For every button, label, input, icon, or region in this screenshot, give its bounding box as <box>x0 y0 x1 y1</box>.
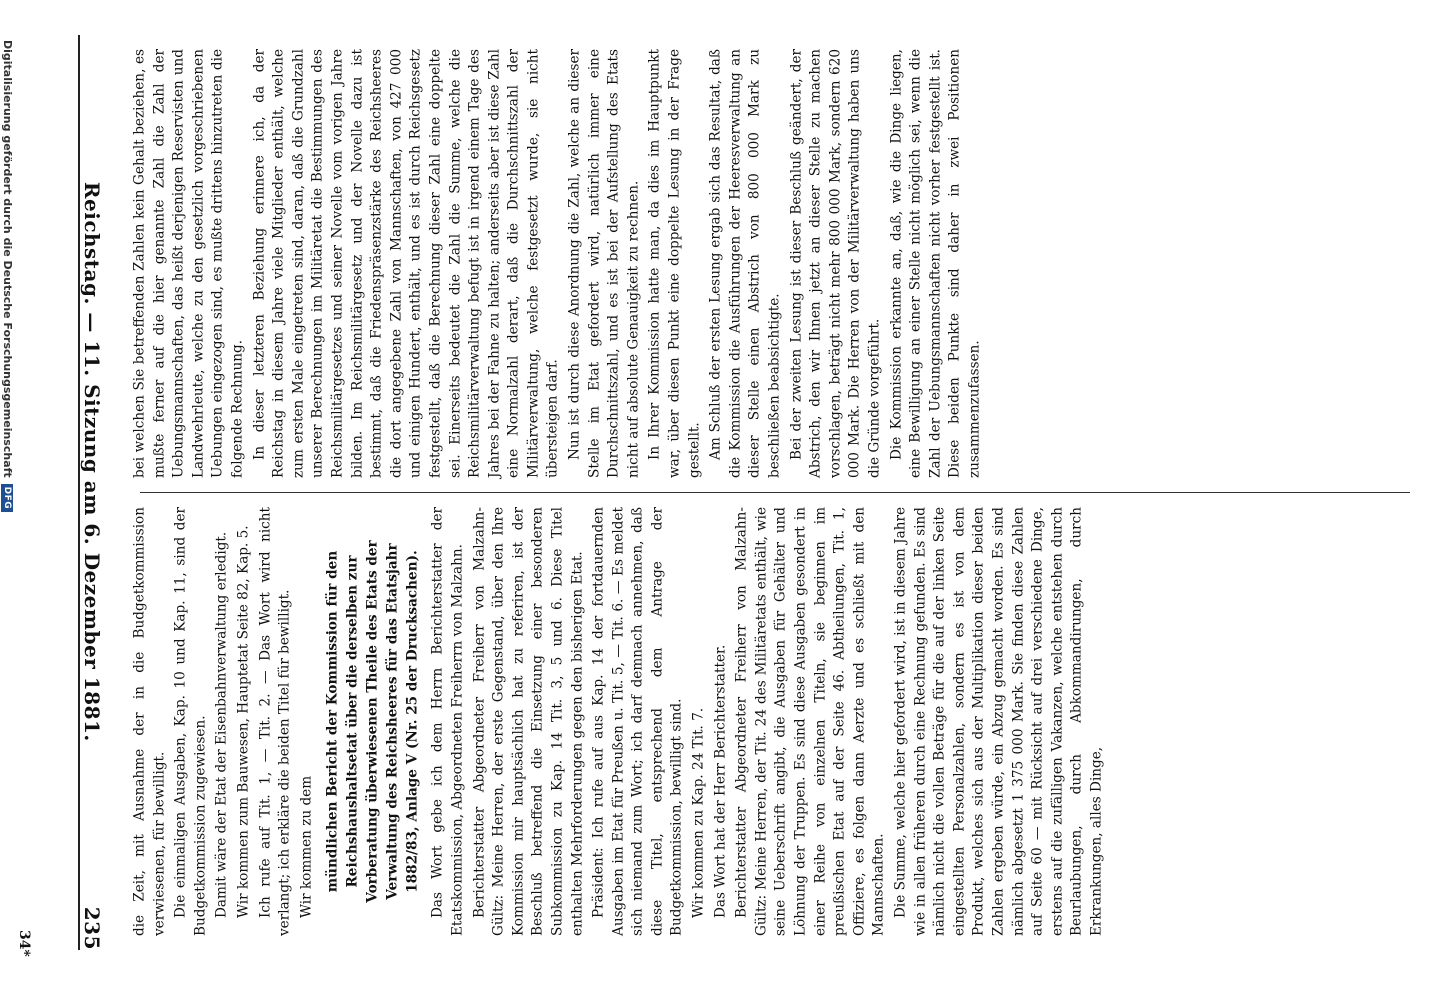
header-title: Reichstag. — 11. Sitzung am 6. Dezember 1881. <box>80 181 104 742</box>
paragraph: die Zeit, mit Ausnahme der in die Budgetkommission verwiesenen, für bewilligt. <box>131 507 167 936</box>
column-left-inner <box>130 49 987 478</box>
paragraph: Die Kommission erkannte an, daß, wie die Dinge liegen, eine Bewilligung an einer Stelle nicht möglich sei, wenn die Zahl der Uebungsmannschaften nicht vorher festgestellt ist. Diese beiden Punkte sind daher in zwei Positionen zusammenzufassen. <box>887 49 982 478</box>
column-right <box>130 493 1414 950</box>
dfg-logo: DFG <box>2 484 14 513</box>
text-columns <box>130 35 1414 950</box>
paragraph: Wir kommen zu dem <box>297 775 314 918</box>
paragraph: Präsident: Ich rufe auf aus Kap. 14 der fortdauernden Ausgaben im Etat für Preußen u. Tit. 5, — Tit. 6. — Es meldet sich niemand zum Wort; ich darf demnach annehmen, daß diese Titel, entsprechend dem Antrage der Budgetkommission, bewilligt sind. <box>590 507 685 936</box>
paragraph: Das Wort hat der Herr Berichterstatter. <box>711 644 728 918</box>
paragraph: Wir kommen zum Bauwesen, Hauptetat Seite 82, Kap. 5. <box>234 525 251 918</box>
paragraph: Berichterstatter Abgeordneter Freiherr von Malzahn-Gültz: Meine Herren, der erste Gegenstand, über den Ihre Kommission mir hauptsächlich hat zu referiren, ist der Beschluß betreffend die Einsetzung einer besonderen Subkommission zu Kap. 14 Tit. 3, 5 und 6. Diese Titel enthalten Mehrforderungen gegen den bisherigen Etat. <box>470 507 585 936</box>
paragraph: Am Schluß der ersten Lesung ergab sich das Resultat, daß die Kommission die Ausführungen der Heeresverwaltung an dieser Stelle einen Abstrich von 800 000 Mark zu beschließen beabsichtigte. <box>707 49 782 478</box>
paragraph: Damit wäre der Etat der Eisenbahnverwaltung erledigt. <box>213 531 230 918</box>
paragraph: Wir kommen zu Kap. 24 Tit. 7. <box>690 707 707 918</box>
paragraph: Das Wort gebe ich dem Herrn Berichterstatter der Etatskommission, Abgeordneten Freiherrn von Malzahn. <box>429 507 465 936</box>
signature-mark: 34* <box>16 930 32 957</box>
paragraph: Nun ist durch diese Anordnung die Zahl, welche an dieser Stelle im Etat gefordert wird, natürlich immer eine Durchschnittszahl, und es ist bei der Aufstellung des Etats nicht auf absolute Genauigkeit zu rechnen. <box>566 49 641 478</box>
paragraph: In Ihrer Kommission hatte man, da dies im Hauptpunkt war, über diesen Punkt eine doppelte Lesung in der Frage gestellt. <box>646 49 702 478</box>
paragraph: bei welchen Sie betreffenden Zahlen kein Gehalt beziehen, es mußte ferner auf die hier genannte Zahl die Zahl der Uebungsmannschaften, das heißt derjenigen Reservisten und Landwehrleute, welche zu den gesetzlich vorgeschriebenen Uebungen eingezogen sind, es mußte drittens hinzutreten die folgende Rechnung. <box>131 49 245 478</box>
digitization-note <box>1 40 14 512</box>
page-number: 235 <box>80 906 104 950</box>
paragraph: Die Summe, welche hier gefordert wird, ist in diesem Jahre wie in allen früheren durch eine Rechnung gefunden. Es sind nämlich nicht die vollen Beträge für die auf der linken Seite eingestellten Personalzahlen, sondern es ist von dem Produkt, welches sich aus der Multiplikation dieser beiden Zahlen ergeben würde, ein Abzug gemacht worden. Es sind nämlich abgesetzt 1 375 000 Mark. Sie finden diese Zahlen auf Seite 60 — mit Rücksicht auf drei verschiedene Dinge, erstens auf die zufälligen Vakanzen, welche entstehen durch Beurlaubungen, durch Abkommandirungen, durch Erkrankungen, alles Dinge, <box>892 507 1104 936</box>
paragraph: Bei der zweiten Lesung ist dieser Beschluß geändert, der Abstrich, den wir Ihnen jetzt an dieser Stelle zu machen vorschlagen, beträgt nicht mehr 800 000 Mark, sondern 620 000 Mark. Die Herren von der Militärverwaltung haben uns die Gründe vorgeführt. <box>787 49 882 478</box>
column-right-inner <box>130 507 1109 936</box>
page-header <box>78 35 114 950</box>
paragraph: Die einmaligen Ausgaben, Kap. 10 und Kap. 11, sind der Budgetkommission zugewiesen. <box>172 507 208 936</box>
paragraph: Ich rufe auf Tit. 1, — Tit. 2. — Das Wort wird nicht verlangt; ich erkläre die beiden Titel für bewilligt. <box>256 507 293 936</box>
digitization-text: Digitalisierung gefördert durch die Deutsche Forschungsgemeinschaft <box>1 40 14 478</box>
section-heading: mündlichen Bericht der Kommission für den Reichshaushaltsetat über die derselben zur Vorberatung überwiesenen Theile des Etats der Verwaltung des Reichsheeres für das Etatsjahr 1882/83, Anlage V (Nr. 25 der Drucksachen). <box>324 540 421 903</box>
column-left <box>130 35 1414 492</box>
paragraph: Berichterstatter Abgeordneter Freiherr von Malzahn-Gültz: Meine Herren, der Tit. 24 des Militäretats enthält, wie seine Ueberschrift angibt, die Ausgaben für Gehälter und Löhnung der Truppen. Es sind diese Ausgaben gesondert in einer Reihe von einzelnen Titeln, sie beginnen im preußischen Etat auf der Seite 46. Abtheilungen, Tit. 1, Offiziere, es folgen dann Aerzte und es schließt mit den Mannschaften. <box>733 507 887 936</box>
paragraph: In dieser letzteren Beziehung erinnere ich, da der Reichstag in diesem Jahre viele Mitglieder enthält, welche zum ersten Male eingetreten sind, daran, daß die Grundzahl unserer Berechnungen im Militäretat die Bestimmungen des Reichsmilitärgesetzes und seiner Novelle vom vorigen Jahre bilden. Im Reichsmilitärgesetz und der Novelle dazu ist bestimmt, daß die Friedenspräsenzstärke des Reichsheeres die dort angegebene Zahl von Mannschaften, von 427 000 und einigen Hundert, enthält, und es ist durch Reichsgesetz festgestellt, daß die Berechnung dieser Zahl eine doppelte sei. Einerseits bedeutet die Zahl die Summe, welche die Reichsmilitärverwaltung befugt ist in irgend einem Tage des Jahres bei der Fahne zu halten; anderseits aber ist diese Zahl eine Normalzahl derart, daß die Durchschnittszahl der Militärverwaltung, welche festgesetzt wurde, sie nicht übersteigen darf. <box>250 49 561 478</box>
